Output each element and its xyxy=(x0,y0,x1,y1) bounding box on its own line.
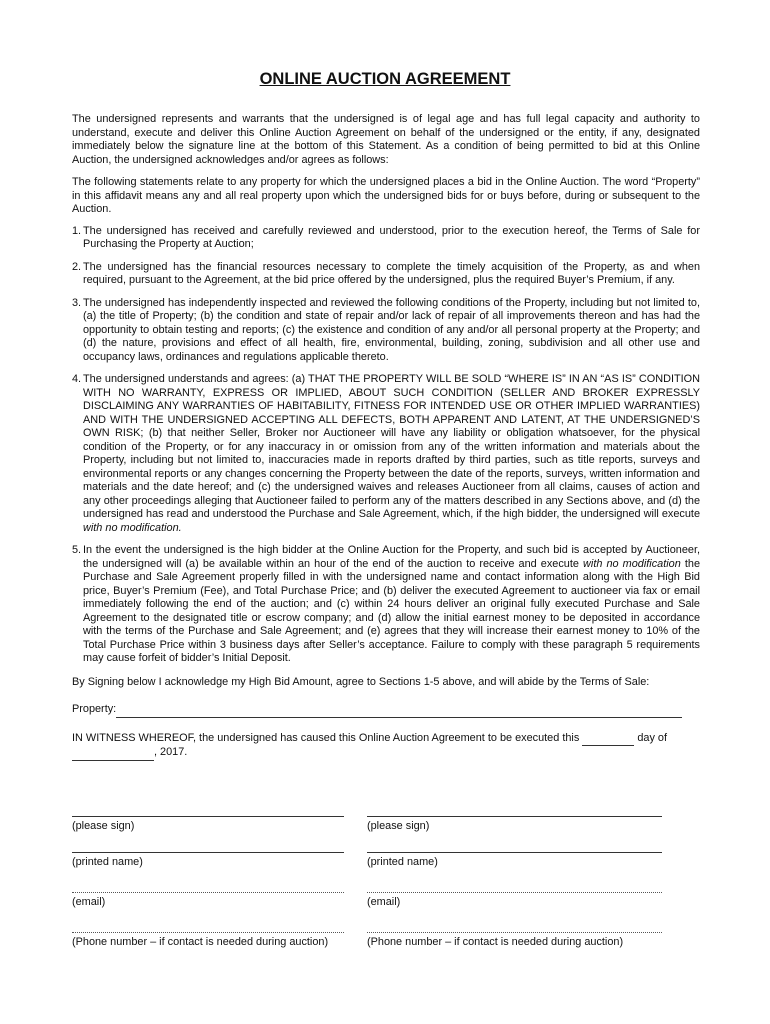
email-line-right[interactable] xyxy=(367,892,662,893)
phone-line-left[interactable] xyxy=(72,932,344,933)
document-title: ONLINE AUCTION AGREEMENT xyxy=(259,70,511,88)
witness-month-line[interactable] xyxy=(72,746,154,761)
phone-line-right[interactable] xyxy=(367,932,662,933)
sign-line-right[interactable] xyxy=(367,816,662,817)
phone-row: (Phone number – if contact is needed during auction) (Phone number – if contact is needed during auction) xyxy=(72,932,664,968)
printed-row: (printed name) (printed name) xyxy=(72,852,664,888)
term-item-5: 5. In the event the undersigned is the high bidder at the Online Auction for the Property, and such bid is accepted by Auctioneer, the undersigned will (a) be available within an hour of the end of the auction to receive and execute with no modification the Purchase and Sale Agreement properly filled in with the undersigned name and contact information along with the High Bid price, Buyer’s Premium (Fee), and Total Purchase Price; and (b) deliver the executed Agreement to auctioneer via fax or email immediately following the end of the auction; and (c) within 24 hours deliver an original fully executed Purchase and Sale Agreement to the designated title or escrow company; and (d) allow the initial earnest money to be deposited in accordance with the terms of the Purchase and Sale Agreement; and (e) agrees that they will increase their earnest money to 10% of the Total Purchase Price within 3 business days after Seller’s acceptance. Failure to comply with these paragraph 5 requirements may cause forfeit of bidder’s Initial Deposit. xyxy=(72,544,700,664)
terms-list xyxy=(72,225,700,666)
term-item-4: 4. The undersigned understands and agrees: (a) THAT THE PROPERTY WILL BE SOLD “WHERE IS” IN AN “AS IS” CONDITION WITH NO WARRANTY, EXPRESS OR IMPLIED, ABOUT SUCH CONDITION (SELLER AND BROKER EXPRESSLY DISCLAIMING ANY WARRANTIES OF HABITABILITY, FITNESS FOR INTENDED USE OR OTHER IMPLIED WARRANTIES) AND WITH THE UNDERSIGNED ACCEPTING ALL DEFECTS, BOTH APPARENT AND LATENT, AT THE UNDERSIGNED’S OWN RISK; (b) that neither Seller, Broker nor Auctioneer will have any liability or obligation whatsoever, for the physical condition of the Property, or for any inaccuracy in or omission from any of the written information and materials about the Property, including but not limited to, inaccuracies made in reports drafted by third parties, such as title reports, surveys and environmental reports or any changes concerning the Property between the date of the reports, surveys, written information and materials and the date hereof; and (c) the undersigned waives and releases Auctioneer from all claims, causes of action and any other proceedings alleging that Auctioneer failed to perform any of the matters described in any Sections above, and (d) the undersigned has read and understood the Purchase and Sale Agreement, which, if the high bidder, the undersigned will execute with no modification. xyxy=(72,373,700,534)
property-label: Property: xyxy=(72,703,117,715)
printed-line-left[interactable] xyxy=(72,852,344,853)
statements-paragraph: The following statements relate to any property for which the undersigned places a bid in the Online Auction. The word “Property” in this affidavit means any and all real property upon which the undersigned bids for or buys before, during or subsequent to the Auction. xyxy=(72,176,700,215)
intro-paragraph: The undersigned represents and warrants that the undersigned is of legal age and has full legal capacity and authority to understand, execute and deliver this Online Auction Agreement on behalf of the undersigned or the entity, if any, designated immediately below the signature line at the bottom of this Statement. As a condition of being permitted to bid at this Online Auction, the undersigned acknowledges and/or agrees as follows: xyxy=(72,113,700,166)
property-field xyxy=(72,703,700,718)
witness-day-line[interactable] xyxy=(582,732,634,747)
term-item-1: 1. The undersigned has received and carefully reviewed and understood, prior to the execution hereof, the Terms of Sale for Purchasing the Property at Auction; xyxy=(72,224,700,250)
acknowledge-paragraph: By Signing below I acknowledge my High Bid Amount, agree to Sections 1-5 above, and will abide by the Terms of Sale: xyxy=(72,675,650,688)
document-body xyxy=(72,113,700,761)
property-input-line[interactable] xyxy=(116,703,682,718)
term-item-3: 3. The undersigned has independently inspected and reviewed the following conditions of the Property, including but not limited to, (a) the title of Property; (b) the condition and state of repair and/or lack of repair of all improvements thereon and has had the opportunity to obtain testing and reports; (c) the existence and condition of any and/or all personal property at the Property; and (d) the nature, provisions and effect of all health, fire, environmental, building, zoning, subdivision and all other use and occupancy laws, ordinances and regulations applicable thereto. xyxy=(72,296,700,363)
email-row: (email) (email) xyxy=(72,892,664,928)
signature-block xyxy=(72,816,664,960)
term-item-2: 2. The undersigned has the financial resources necessary to complete the timely acquisition of the Property, as and when required, pursuant to the Agreement, at the bid price offered by the undersigned, plus the required Buyer’s Premium, if any. xyxy=(72,260,700,286)
sign-row: (please sign) (please sign) xyxy=(72,816,664,852)
witness-clause: IN WITNESS WHEREOF, the undersigned has caused this Online Auction Agreement to be executed this day of , 2017. xyxy=(72,732,700,761)
sign-line-left[interactable] xyxy=(72,816,344,817)
printed-line-right[interactable] xyxy=(367,852,662,853)
email-line-left[interactable] xyxy=(72,892,344,893)
